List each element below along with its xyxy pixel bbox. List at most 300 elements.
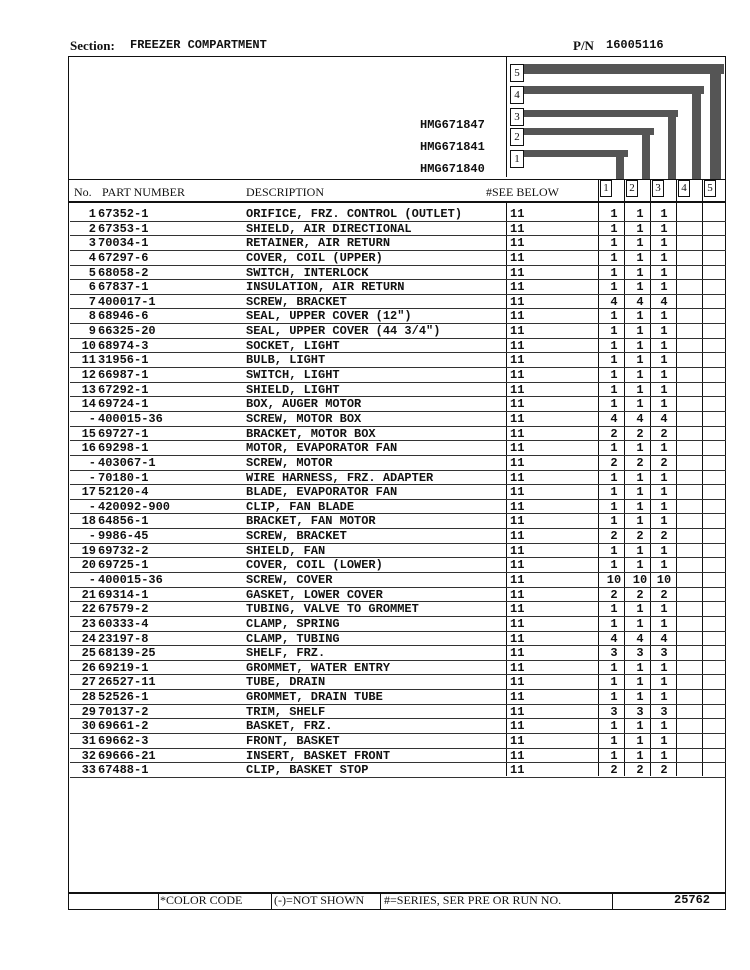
series-code: 11 (510, 690, 525, 705)
quantity-version-1: 1 (610, 397, 618, 412)
series-code: 11 (510, 514, 525, 529)
series-code: 11 (510, 646, 525, 661)
column-header-version-5: 5 (704, 180, 716, 197)
series-code: 11 (510, 265, 525, 280)
model-number: HMG671847 (420, 118, 485, 132)
part-description: SHIELD, LIGHT (246, 382, 340, 397)
quantity-version-1: 10 (606, 573, 622, 587)
part-description: SCREW, MOTOR BOX (246, 411, 362, 426)
table-row (70, 749, 726, 764)
quantity-version-2: 1 (636, 265, 644, 280)
item-number: 20 (81, 558, 96, 573)
part-number: 70180-1 (98, 470, 149, 485)
table-row (70, 558, 726, 573)
series-code: 11 (510, 411, 525, 426)
part-number: 67488-1 (98, 763, 149, 778)
quantity-version-3: 1 (660, 602, 668, 617)
quantity-version-3: 1 (660, 309, 668, 324)
quantity-version-3: 1 (660, 324, 668, 339)
table-row (70, 573, 726, 588)
series-code: 11 (510, 558, 525, 573)
quantity-version-2: 1 (636, 338, 644, 353)
quantity-version-2: 1 (636, 382, 644, 397)
quantity-version-3: 2 (660, 763, 668, 778)
part-description: SCREW, BRACKET (246, 529, 347, 544)
part-number: 52526-1 (98, 690, 149, 705)
item-number: 24 (81, 631, 96, 646)
series-code: 11 (510, 397, 525, 412)
series-code: 11 (510, 763, 525, 778)
series-code: 11 (510, 250, 525, 265)
series-code: 11 (510, 616, 525, 631)
table-row (70, 441, 726, 456)
quantity-version-3: 1 (660, 221, 668, 236)
item-number: - (88, 470, 96, 485)
row-rule (70, 777, 726, 778)
part-description: SEAL, UPPER COVER (44 3/4") (246, 324, 441, 339)
part-number: 68974-3 (98, 338, 149, 353)
item-number: 26 (81, 660, 96, 675)
quantity-version-3: 1 (660, 719, 668, 734)
quantity-version-3: 1 (660, 207, 668, 221)
quantity-version-1: 3 (610, 646, 618, 661)
quantity-version-1: 1 (610, 221, 618, 236)
quantity-version-3: 1 (660, 338, 668, 353)
quantity-version-2: 2 (636, 529, 644, 544)
part-number: 67297-6 (98, 250, 149, 265)
item-number: 8 (88, 309, 96, 324)
part-description: SHELF, FRZ. (246, 646, 326, 661)
part-number: 67837-1 (98, 280, 149, 295)
quantity-version-1: 1 (610, 514, 618, 529)
quantity-version-2: 1 (636, 485, 644, 500)
quantity-version-2: 2 (636, 426, 644, 441)
version-bracket (524, 86, 704, 94)
part-description: INSERT, BASKET FRONT (246, 748, 391, 763)
part-number: 64856-1 (98, 514, 149, 529)
part-description: FRONT, BASKET (246, 734, 340, 749)
table-row (70, 529, 726, 544)
quantity-version-2: 1 (636, 660, 644, 675)
series-code: 11 (510, 470, 525, 485)
part-description: SCREW, COVER (246, 573, 333, 587)
quantity-version-1: 1 (610, 280, 618, 295)
item-number: 15 (81, 426, 96, 441)
series-code: 11 (510, 455, 525, 470)
series-code: 11 (510, 309, 525, 324)
table-row (70, 485, 726, 500)
quantity-version-1: 3 (610, 704, 618, 719)
quantity-version-1: 1 (610, 324, 618, 339)
quantity-version-3: 1 (660, 265, 668, 280)
quantity-version-1: 1 (610, 485, 618, 500)
section-label: Section: (70, 38, 115, 53)
part-number: 68946-6 (98, 309, 149, 324)
section-title: FREEZER COMPARTMENT (130, 38, 267, 52)
series-code: 11 (510, 221, 525, 236)
quantity-version-3: 1 (660, 734, 668, 749)
table-row (70, 207, 726, 222)
series-code: 11 (510, 734, 525, 749)
part-description: BLADE, EVAPORATOR FAN (246, 485, 398, 500)
item-number: 16 (81, 441, 96, 456)
part-number: 66325-20 (98, 324, 156, 339)
item-number: 18 (81, 514, 96, 529)
quantity-version-1: 1 (610, 543, 618, 558)
quantity-version-3: 1 (660, 675, 668, 690)
quantity-version-1: 1 (610, 675, 618, 690)
quantity-version-3: 1 (660, 514, 668, 529)
series-code: 11 (510, 602, 525, 617)
quantity-version-3: 1 (660, 690, 668, 705)
quantity-version-2: 1 (636, 543, 644, 558)
version-bracket (668, 110, 676, 179)
quantity-version-2: 1 (636, 616, 644, 631)
table-row (70, 719, 726, 734)
item-number: 7 (88, 294, 96, 309)
part-number: 70034-1 (98, 236, 149, 251)
color-code-note: *COLOR CODE (160, 893, 243, 907)
series-code: 11 (510, 631, 525, 646)
series-code: 11 (510, 368, 525, 383)
table-row (70, 588, 726, 603)
table-row (70, 324, 726, 339)
part-number: 69727-1 (98, 426, 149, 441)
quantity-version-1: 1 (610, 470, 618, 485)
quantity-version-1: 1 (610, 309, 618, 324)
part-number: 69298-1 (98, 441, 149, 456)
table-row (70, 514, 726, 529)
part-number: 69725-1 (98, 558, 149, 573)
series-code: 11 (510, 338, 525, 353)
item-number: 2 (88, 221, 96, 236)
quantity-version-2: 1 (636, 250, 644, 265)
footer-divider (612, 893, 613, 910)
part-number: 52120-4 (98, 485, 149, 500)
quantity-version-3: 1 (660, 543, 668, 558)
quantity-version-3: 1 (660, 397, 668, 412)
part-number: 420092-900 (98, 499, 171, 514)
version-box: 2 (510, 128, 524, 146)
item-number: 11 (81, 353, 96, 368)
column-header-version-3: 3 (652, 180, 664, 197)
quantity-version-2: 1 (636, 221, 644, 236)
part-description: SOCKET, LIGHT (246, 338, 340, 353)
table-row (70, 705, 726, 720)
part-description: CLAMP, TUBING (246, 631, 340, 646)
version-box: 5 (510, 64, 524, 82)
series-code: 11 (510, 529, 525, 544)
quantity-version-3: 1 (660, 660, 668, 675)
table-row (70, 763, 726, 778)
table-row (70, 690, 726, 705)
header-rule (68, 201, 726, 203)
table-row (70, 251, 726, 266)
series-code: 11 (510, 280, 525, 295)
quantity-version-1: 2 (610, 587, 618, 602)
quantity-version-3: 1 (660, 616, 668, 631)
quantity-version-1: 1 (610, 734, 618, 749)
quantity-version-2: 1 (636, 499, 644, 514)
quantity-version-2: 1 (636, 558, 644, 573)
series-code: 11 (510, 382, 525, 397)
item-number: 10 (81, 338, 96, 353)
version-box: 4 (510, 86, 524, 104)
quantity-version-2: 4 (636, 411, 644, 426)
version-bracket (524, 128, 654, 135)
part-number: 69314-1 (98, 587, 149, 602)
quantity-version-3: 1 (660, 748, 668, 763)
series-code: 11 (510, 675, 525, 690)
quantity-version-2: 4 (636, 631, 644, 646)
version-bracket (642, 128, 650, 179)
quantity-version-3: 2 (660, 426, 668, 441)
quantity-version-1: 1 (610, 616, 618, 631)
column-header-description: DESCRIPTION (246, 185, 325, 199)
part-description: GROMMET, WATER ENTRY (246, 660, 391, 675)
part-description: TUBING, VALVE TO GROMMET (246, 602, 419, 617)
quantity-version-3: 3 (660, 704, 668, 719)
quantity-version-1: 1 (610, 690, 618, 705)
part-description: BRACKET, MOTOR BOX (246, 426, 376, 441)
quantity-version-1: 1 (610, 250, 618, 265)
quantity-version-2: 1 (636, 207, 644, 221)
quantity-version-2: 1 (636, 734, 644, 749)
item-number: 19 (81, 543, 96, 558)
quantity-version-3: 1 (660, 236, 668, 251)
quantity-version-3: 1 (660, 441, 668, 456)
quantity-version-1: 1 (610, 338, 618, 353)
series-code: 11 (510, 294, 525, 309)
quantity-version-1: 2 (610, 529, 618, 544)
series-code: 11 (510, 236, 525, 251)
quantity-version-3: 1 (660, 280, 668, 295)
table-row (70, 368, 726, 383)
item-number: - (88, 529, 96, 544)
quantity-version-1: 1 (610, 441, 618, 456)
table-row (70, 734, 726, 749)
quantity-version-3: 1 (660, 250, 668, 265)
part-number: 68139-25 (98, 646, 156, 661)
quantity-version-3: 2 (660, 529, 668, 544)
table-row (70, 280, 726, 295)
version-bracket (524, 64, 724, 74)
version-bracket (692, 86, 701, 179)
part-number-value: 16005116 (606, 38, 664, 52)
part-number: 67352-1 (98, 207, 149, 221)
quantity-version-2: 1 (636, 748, 644, 763)
quantity-version-1: 1 (610, 368, 618, 383)
series-code: 11 (510, 426, 525, 441)
part-number: 67292-1 (98, 382, 149, 397)
quantity-version-1: 4 (610, 294, 618, 309)
part-description: SEAL, UPPER COVER (12") (246, 309, 412, 324)
part-description: SWITCH, LIGHT (246, 368, 340, 383)
quantity-version-2: 3 (636, 646, 644, 661)
quantity-version-3: 4 (660, 294, 668, 309)
quantity-version-3: 2 (660, 455, 668, 470)
item-number: 31 (81, 734, 96, 749)
table-row (70, 646, 726, 661)
column-header-version-4: 4 (678, 180, 690, 197)
part-description: CLIP, BASKET STOP (246, 763, 369, 778)
version-divider (506, 57, 507, 177)
not-shown-note: (-)=NOT SHOWN (274, 893, 365, 907)
part-description: GASKET, LOWER COVER (246, 587, 383, 602)
version-box: 1 (510, 150, 524, 168)
quantity-version-2: 2 (636, 455, 644, 470)
table-row (70, 222, 726, 237)
model-number: HMG671840 (420, 162, 485, 176)
quantity-version-2: 2 (636, 587, 644, 602)
quantity-version-1: 1 (610, 719, 618, 734)
quantity-version-2: 1 (636, 690, 644, 705)
part-number: 66987-1 (98, 368, 149, 383)
item-number: 12 (81, 368, 96, 383)
item-number: 5 (88, 265, 96, 280)
footer-divider (271, 893, 272, 910)
part-number: 67353-1 (98, 221, 149, 236)
part-number: 403067-1 (98, 455, 156, 470)
table-row (70, 661, 726, 676)
part-number: 26527-11 (98, 675, 156, 690)
series-code: 11 (510, 485, 525, 500)
table-row (70, 397, 726, 412)
part-number: 60333-4 (98, 616, 149, 631)
item-number: 29 (81, 704, 96, 719)
item-number: 17 (81, 485, 96, 500)
column-header-version-2: 2 (626, 180, 638, 197)
item-number: 33 (81, 763, 96, 778)
table-row (70, 427, 726, 442)
quantity-version-1: 1 (610, 236, 618, 251)
table-row (70, 632, 726, 647)
item-number: 13 (81, 382, 96, 397)
quantity-version-2: 10 (632, 573, 648, 587)
item-number: 25 (81, 646, 96, 661)
quantity-version-1: 2 (610, 763, 618, 778)
quantity-version-3: 1 (660, 499, 668, 514)
part-number: 68058-2 (98, 265, 149, 280)
version-bracket (710, 64, 721, 179)
quantity-version-3: 1 (660, 353, 668, 368)
part-number: 70137-2 (98, 704, 149, 719)
part-number: 400017-1 (98, 294, 156, 309)
part-number: 9986-45 (98, 529, 149, 544)
quantity-version-2: 1 (636, 324, 644, 339)
item-number: 23 (81, 616, 96, 631)
item-number: 4 (88, 250, 96, 265)
quantity-version-2: 1 (636, 309, 644, 324)
quantity-version-1: 1 (610, 353, 618, 368)
table-row (70, 266, 726, 281)
model-number: HMG671841 (420, 140, 485, 154)
quantity-version-2: 1 (636, 353, 644, 368)
quantity-version-2: 1 (636, 280, 644, 295)
part-description: SWITCH, INTERLOCK (246, 265, 369, 280)
part-description: COVER, COIL (UPPER) (246, 250, 383, 265)
quantity-version-3: 1 (660, 470, 668, 485)
quantity-version-1: 1 (610, 207, 618, 221)
version-bracket (524, 150, 628, 157)
series-code: 11 (510, 324, 525, 339)
item-number: 27 (81, 675, 96, 690)
column-header-version-1: 1 (600, 180, 612, 197)
part-description: SCREW, BRACKET (246, 294, 347, 309)
column-header-no: No. (74, 185, 92, 199)
table-row (70, 500, 726, 515)
quantity-version-1: 1 (610, 499, 618, 514)
quantity-version-1: 4 (610, 411, 618, 426)
version-box: 3 (510, 108, 524, 126)
quantity-version-2: 1 (636, 236, 644, 251)
part-description: CLAMP, SPRING (246, 616, 340, 631)
quantity-version-1: 1 (610, 602, 618, 617)
quantity-version-3: 4 (660, 631, 668, 646)
table-row (70, 617, 726, 632)
footer-divider (380, 893, 381, 910)
quantity-version-2: 1 (636, 441, 644, 456)
part-description: RETAINER, AIR RETURN (246, 236, 391, 251)
series-code: 11 (510, 499, 525, 514)
quantity-version-2: 1 (636, 675, 644, 690)
part-number: 69666-21 (98, 748, 156, 763)
table-row (70, 544, 726, 559)
series-code: 11 (510, 587, 525, 602)
table-row (70, 456, 726, 471)
part-number: 69724-1 (98, 397, 149, 412)
item-number: 28 (81, 690, 96, 705)
item-number: 30 (81, 719, 96, 734)
item-number: 21 (81, 587, 96, 602)
part-description: TUBE, DRAIN (246, 675, 326, 690)
table-row (70, 353, 726, 368)
quantity-version-2: 1 (636, 719, 644, 734)
table-row (70, 339, 726, 354)
item-number: - (88, 455, 96, 470)
part-description: BASKET, FRZ. (246, 719, 333, 734)
part-description: CLIP, FAN BLADE (246, 499, 355, 514)
quantity-version-3: 1 (660, 485, 668, 500)
part-description: ORIFICE, FRZ. CONTROL (OUTLET) (246, 207, 463, 221)
item-number: 3 (88, 236, 96, 251)
quantity-version-1: 4 (610, 631, 618, 646)
quantity-version-2: 1 (636, 368, 644, 383)
quantity-version-1: 2 (610, 426, 618, 441)
item-number: - (88, 411, 96, 426)
item-number: 6 (88, 280, 96, 295)
part-description: SCREW, MOTOR (246, 455, 333, 470)
quantity-version-3: 4 (660, 411, 668, 426)
table-row (70, 383, 726, 398)
part-number: 23197-8 (98, 631, 149, 646)
part-number: 69219-1 (98, 660, 149, 675)
series-code: 11 (510, 543, 525, 558)
series-code: 11 (510, 704, 525, 719)
part-description: GROMMET, DRAIN TUBE (246, 690, 383, 705)
quantity-version-3: 3 (660, 646, 668, 661)
quantity-version-2: 4 (636, 294, 644, 309)
part-number-label: P/N (573, 38, 594, 53)
series-code: 11 (510, 748, 525, 763)
quantity-version-1: 2 (610, 455, 618, 470)
quantity-version-2: 1 (636, 397, 644, 412)
item-number: 14 (81, 397, 96, 412)
part-number: 69732-2 (98, 543, 149, 558)
part-number: 400015-36 (98, 573, 163, 587)
quantity-version-1: 1 (610, 558, 618, 573)
series-note: #=SERIES, SER PRE OR RUN NO. (384, 893, 562, 907)
